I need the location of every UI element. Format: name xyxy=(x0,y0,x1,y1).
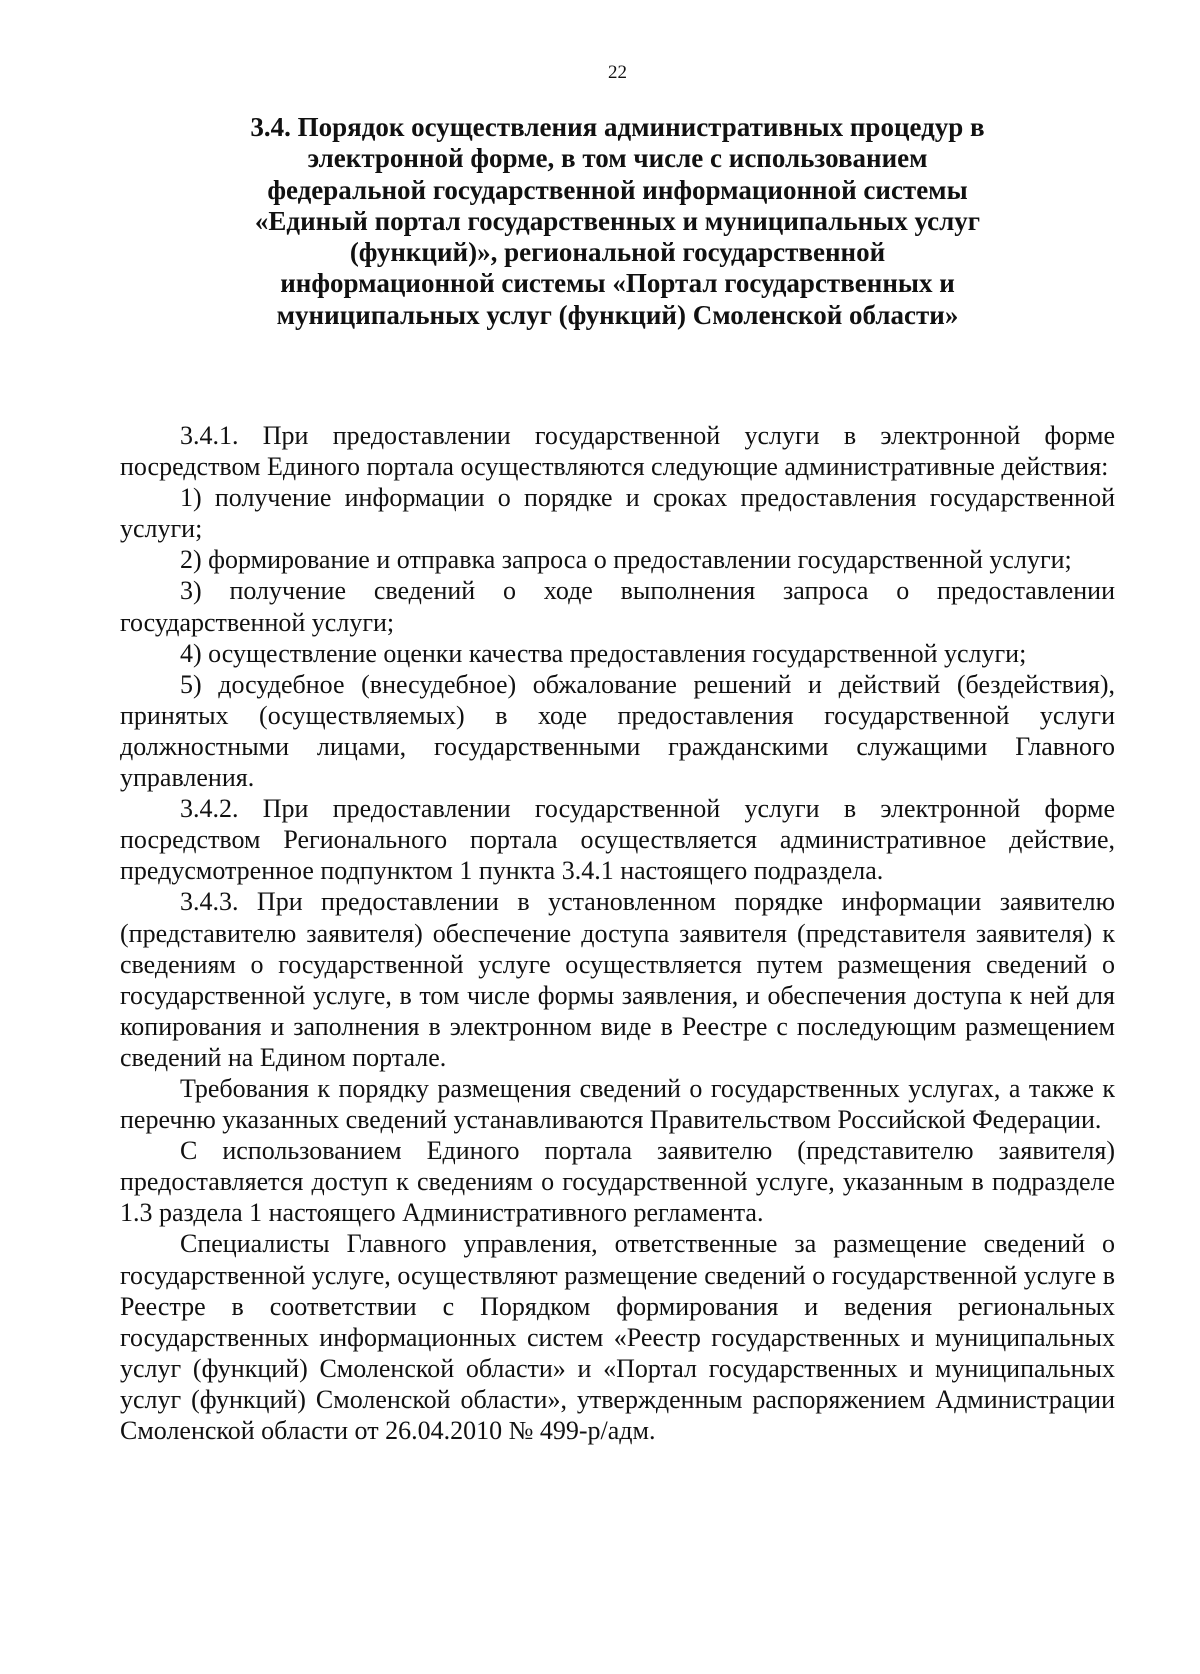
list-item: 1) получение информации о порядке и сроках предоставления государственной услуги; xyxy=(120,483,1115,544)
paragraph: С использованием Единого портала заявителю (представителю заявителя) предоставляется доступ к сведениям о государственной услуге, указанным в подразделе 1.3 раздела 1 настоящего Административного регламента. xyxy=(120,1136,1115,1228)
list-item: 3) получение сведений о ходе выполнения запроса о предоставлении государственной услуги; xyxy=(120,576,1115,637)
list-item: 5) досудебное (внесудебное) обжалование решений и действий (бездействия), принятых (осуществляемых) в ходе предоставления государственной услуги должностными лицами, государственными гражданскими служащими Главного управления. xyxy=(120,669,1115,793)
paragraph: 3.4.1. При предоставлении государственной услуги в электронной форме посредством Единого портала осуществляются следующие административные действия: xyxy=(120,421,1115,482)
section-heading: 3.4. Порядок осуществления административных процедур в электронной форме, в том числе с использованием федеральной государственной информационной системы «Единый портал государственных и муниципальных услуг (функций)», региональной государственной информационной системы «Портал государственных и муниципальных услуг (функций) Смоленской области» xyxy=(250,112,985,330)
paragraph: 3.4.2. При предоставлении государственной услуги в электронной форме посредством Регионального портала осуществляется административное действие, предусмотренное подпунктом 1 пункта 3.4.1 настоящего подраздела. xyxy=(120,794,1115,886)
list-item: 4) осуществление оценки качества предоставления государственной услуги; xyxy=(180,638,1027,668)
document-body xyxy=(120,420,1115,1446)
list-item: 2) формирование и отправка запроса о предоставлении государственной услуги; xyxy=(180,545,1072,575)
paragraph: 3.4.3. При предоставлении в установленном порядке информации заявителю (представителю заявителя) обеспечение доступа заявителя (представителя заявителя) к сведениям о государственной услуге осуществляется путем размещения сведений о государственной услуге, в том числе формы заявления, и обеспечения доступа к ней для копирования и заполнения в электронном виде в Реестре с последующим размещением сведений на Едином портале. xyxy=(120,887,1115,1072)
page-number: 22 xyxy=(608,62,627,83)
paragraph: Специалисты Главного управления, ответственные за размещение сведений о государственной услуге, осуществляют размещение сведений о государственной услуге в Реестре в соответствии с Порядком формирования и ведения региональных государственных информационных систем «Реестр государственных и муниципальных услуг (функций) Смоленской области» и «Портал государственных и муниципальных услуг (функций) Смоленской области», утвержденным распоряжением Администрации Смоленской области от 26.04.2010 № 499-р/адм. xyxy=(120,1229,1115,1445)
document-page xyxy=(120,0,1115,1674)
paragraph: Требования к порядку размещения сведений о государственных услугах, а также к перечню указанных сведений устанавливаются Правительством Российской Федерации. xyxy=(120,1073,1115,1135)
